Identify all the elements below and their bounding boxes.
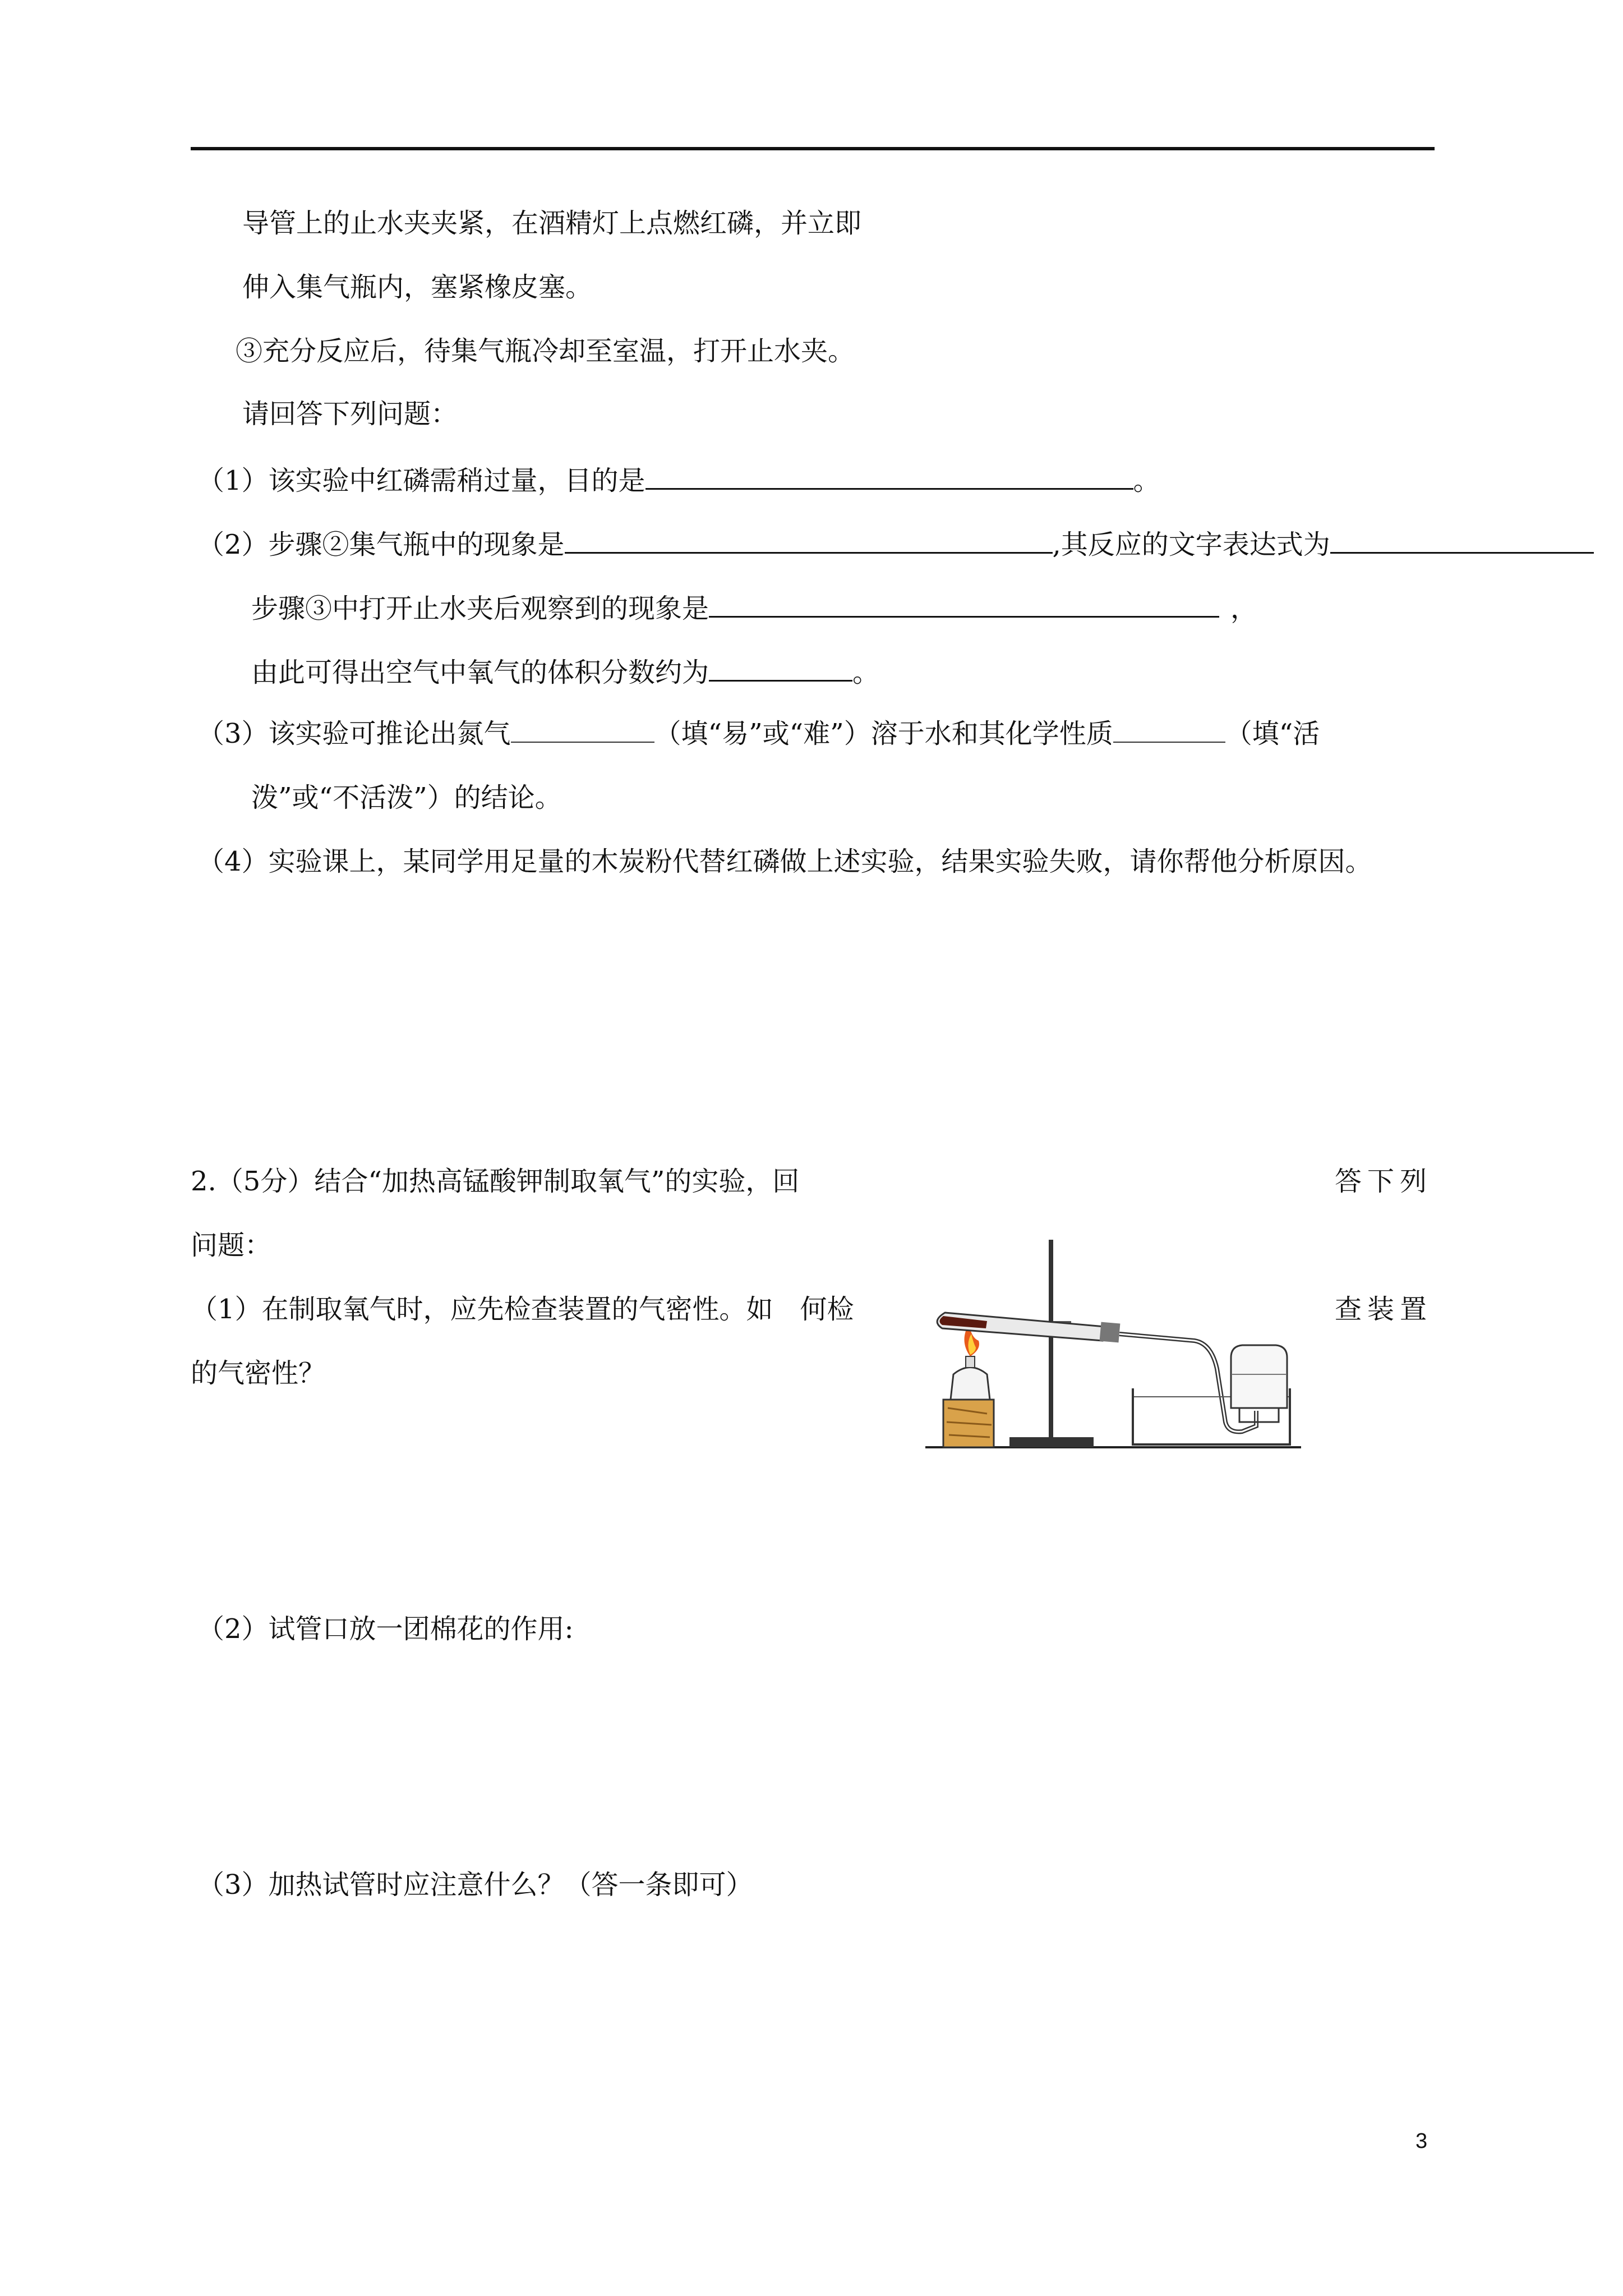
question-3 <box>197 717 1320 751</box>
problem-2-q2: （2）试管口放一团棉花的作用: <box>197 1613 574 1645</box>
problem-2-q1-end: 查装置 <box>1335 1294 1433 1325</box>
problem-2-q1: （1）在制取氧气时，应先检查装置的气密性。如 何检 <box>191 1294 854 1325</box>
question-1 <box>197 461 1160 498</box>
text-line: ③充分反应后，待集气瓶冷却至室温，打开止水夹。 <box>236 335 855 367</box>
text-line: 问题： <box>191 1230 272 1261</box>
question-text: ,其反应的文字表达式为 <box>1052 529 1330 560</box>
question-text: （填“活 <box>1225 718 1320 749</box>
oxygen-apparatus-icon <box>920 1228 1307 1464</box>
answer-blank[interactable] <box>1330 525 1594 554</box>
answer-blank[interactable] <box>709 589 1219 618</box>
question-text: （3）该实验可推论出氮气 <box>197 718 511 749</box>
question-4: （4）实验课上，某同学用足量的木炭粉代替红磷做上述实验，结果实验失败，请你帮他分析原因。 <box>197 846 1372 877</box>
question-text: （填“易”或“难”）溶于水和其化学性质 <box>654 718 1113 749</box>
text-line: 导管上的止水夹夹紧，在酒精灯上点燃红磷，并立即 <box>242 208 862 239</box>
header-rule <box>191 147 1435 150</box>
text-line: 伸入集气瓶内，塞紧橡皮塞。 <box>242 272 593 303</box>
page-number: 3 <box>1415 2129 1428 2153</box>
question-text: 步骤③中打开止水夹后观察到的现象是 <box>251 593 709 624</box>
text-line: 的气密性？ <box>191 1358 326 1389</box>
text-line: 请回答下列问题： <box>242 398 458 430</box>
answer-blank[interactable] <box>1113 717 1225 743</box>
answer-blank[interactable] <box>709 653 852 682</box>
punctuation: 。 <box>1133 465 1160 496</box>
question-2-part <box>251 589 1257 625</box>
text-line: 泼”或“不活泼”）的结论。 <box>251 782 562 813</box>
problem-2-title-end: 答下列 <box>1335 1166 1433 1197</box>
question-text: （2）步骤②集气瓶中的现象是 <box>197 529 565 560</box>
problem-2-q3: （3）加热试管时应注意什么？（答一条即可） <box>197 1869 753 1901</box>
answer-blank[interactable] <box>565 525 1053 554</box>
answer-blank[interactable] <box>645 461 1133 490</box>
punctuation: 。 <box>852 657 880 688</box>
question-text: 由此可得出空气中氧气的体积分数约为 <box>251 657 709 688</box>
question-text: （1）该实验中红磷需稍过量，目的是 <box>197 465 645 496</box>
punctuation: ， <box>1230 593 1258 624</box>
question-2-part <box>251 653 879 689</box>
question-2 <box>197 525 1594 562</box>
problem-2-title: 2.（5分）结合“加热高锰酸钾制取氧气”的实验，回 <box>191 1166 800 1197</box>
answer-blank[interactable] <box>511 717 654 743</box>
